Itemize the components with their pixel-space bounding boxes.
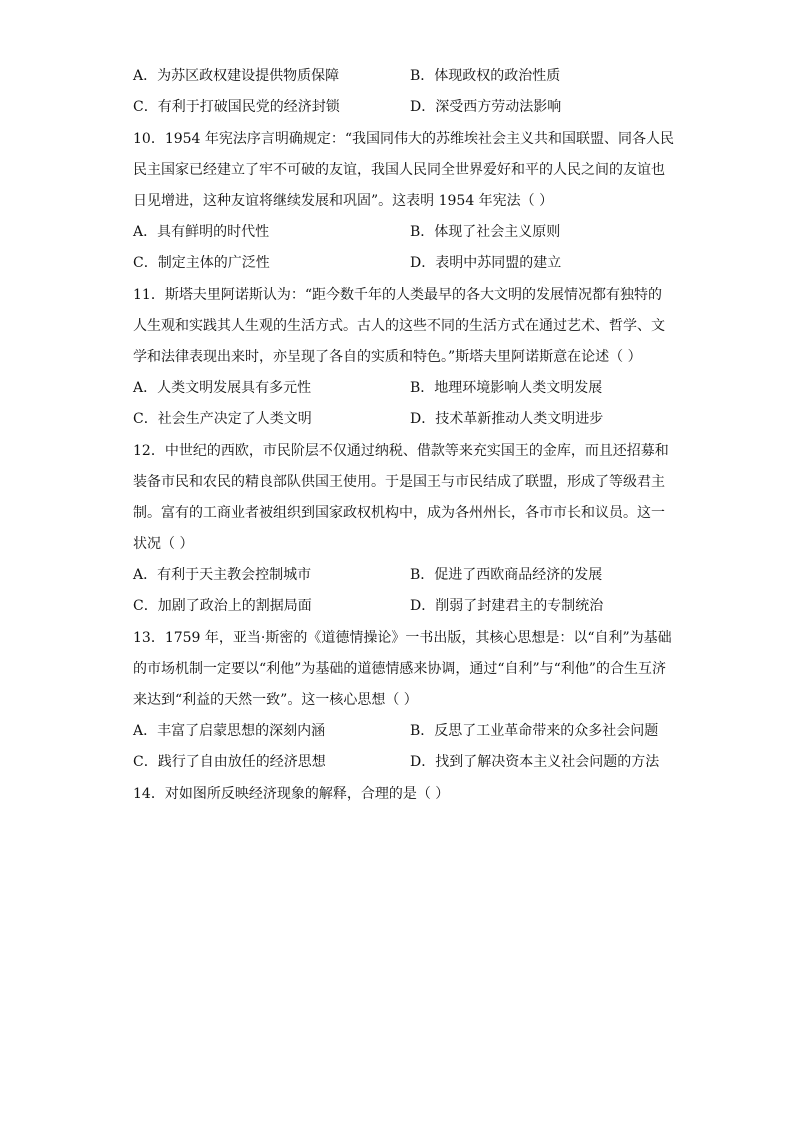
question-stem-line: 装备市民和农民的精良部队供国王使用。于是国王与市民结成了联盟，形成了等级君主 bbox=[133, 474, 665, 490]
question-stem-line: 学和法律表现出来时，亦呈现了各自的实质和特色。”斯塔夫里阿诺斯意在论述（ ） bbox=[133, 349, 642, 365]
option-a[interactable]: A．为苏区政权建设提供物质保障 bbox=[133, 68, 340, 84]
option-b[interactable]: B．促进了西欧商品经济的发展 bbox=[410, 567, 603, 583]
question-stem-line: 的市场机制一定要以“利他”为基础的道德情感来协调，通过“自利”与“利他”的合生互济 bbox=[133, 661, 666, 677]
question-stem-line: 状况（ ） bbox=[133, 536, 194, 552]
option-c[interactable]: C．加剧了政治上的割据局面 bbox=[133, 598, 312, 614]
question-stem-line: 民主国家已经建立了牢不可破的友谊，我国人民同全世界爱好和平的人民之间的友谊也 bbox=[133, 162, 665, 178]
question-stem-line: 11．斯塔夫里阿诺斯认为：“距今数千年的人类最早的各大文明的发展情况都有独特的 bbox=[133, 287, 662, 303]
option-b[interactable]: B．反思了工业革命带来的众多社会问题 bbox=[410, 723, 659, 739]
question-stem-line: 来达到“利益的天然一致”。这一核心思想（ ） bbox=[133, 692, 418, 708]
question-stem-line: 10．1954 年宪法序言明确规定：“我国同伟大的苏维埃社会主义共和国联盟、同各人民 bbox=[133, 131, 675, 147]
option-b[interactable]: B．体现政权的政治性质 bbox=[410, 68, 561, 84]
option-a[interactable]: A．人类文明发展具有多元性 bbox=[133, 380, 312, 396]
option-d[interactable]: D．深受西方劳动法影响 bbox=[410, 99, 562, 115]
option-c[interactable]: C．有利于打破国民党的经济封锁 bbox=[133, 99, 340, 115]
option-b[interactable]: B．地理环境影响人类文明发展 bbox=[410, 380, 603, 396]
option-c[interactable]: C．践行了自由放任的经济思想 bbox=[133, 754, 326, 770]
question-stem-line: 14．对如图所反映经济现象的解释，合理的是（ ） bbox=[133, 786, 450, 802]
option-a[interactable]: A．有利于天主教会控制城市 bbox=[133, 567, 312, 583]
option-c[interactable]: C．制定主体的广泛性 bbox=[133, 255, 270, 271]
option-d[interactable]: D．削弱了封建君主的专制统治 bbox=[410, 598, 604, 614]
option-c[interactable]: C．社会生产决定了人类文明 bbox=[133, 411, 312, 427]
option-a[interactable]: A．丰富了启蒙思想的深刻内涵 bbox=[133, 723, 326, 739]
option-d[interactable]: D．技术革新推动人类文明进步 bbox=[410, 411, 604, 427]
option-d[interactable]: D．表明中苏同盟的建立 bbox=[410, 255, 562, 271]
option-d[interactable]: D．找到了解决资本主义社会问题的方法 bbox=[410, 754, 660, 770]
question-stem-line: 日见增进，这种友谊将继续发展和巩固”。这表明 1954 年宪法（ ） bbox=[133, 193, 554, 209]
question-stem-line: 制。富有的工商业者被组织到国家政权机构中，成为各州州长，各市市长和议员。这一 bbox=[133, 505, 665, 521]
question-stem-line: 12．中世纪的西欧，市民阶层不仅通过纳税、借款等来充实国王的金库，而且还招募和 bbox=[133, 443, 669, 459]
option-b[interactable]: B．体现了社会主义原则 bbox=[410, 224, 561, 240]
question-stem-line: 13．1759 年，亚当·斯密的《道德情操论》一书出版，其核心思想是：以“自利”为基础 bbox=[133, 630, 672, 646]
question-stem-line: 人生观和实践其人生观的生活方式。古人的这些不同的生活方式在通过艺术、哲学、文 bbox=[133, 318, 665, 334]
option-a[interactable]: A．具有鲜明的时代性 bbox=[133, 224, 270, 240]
